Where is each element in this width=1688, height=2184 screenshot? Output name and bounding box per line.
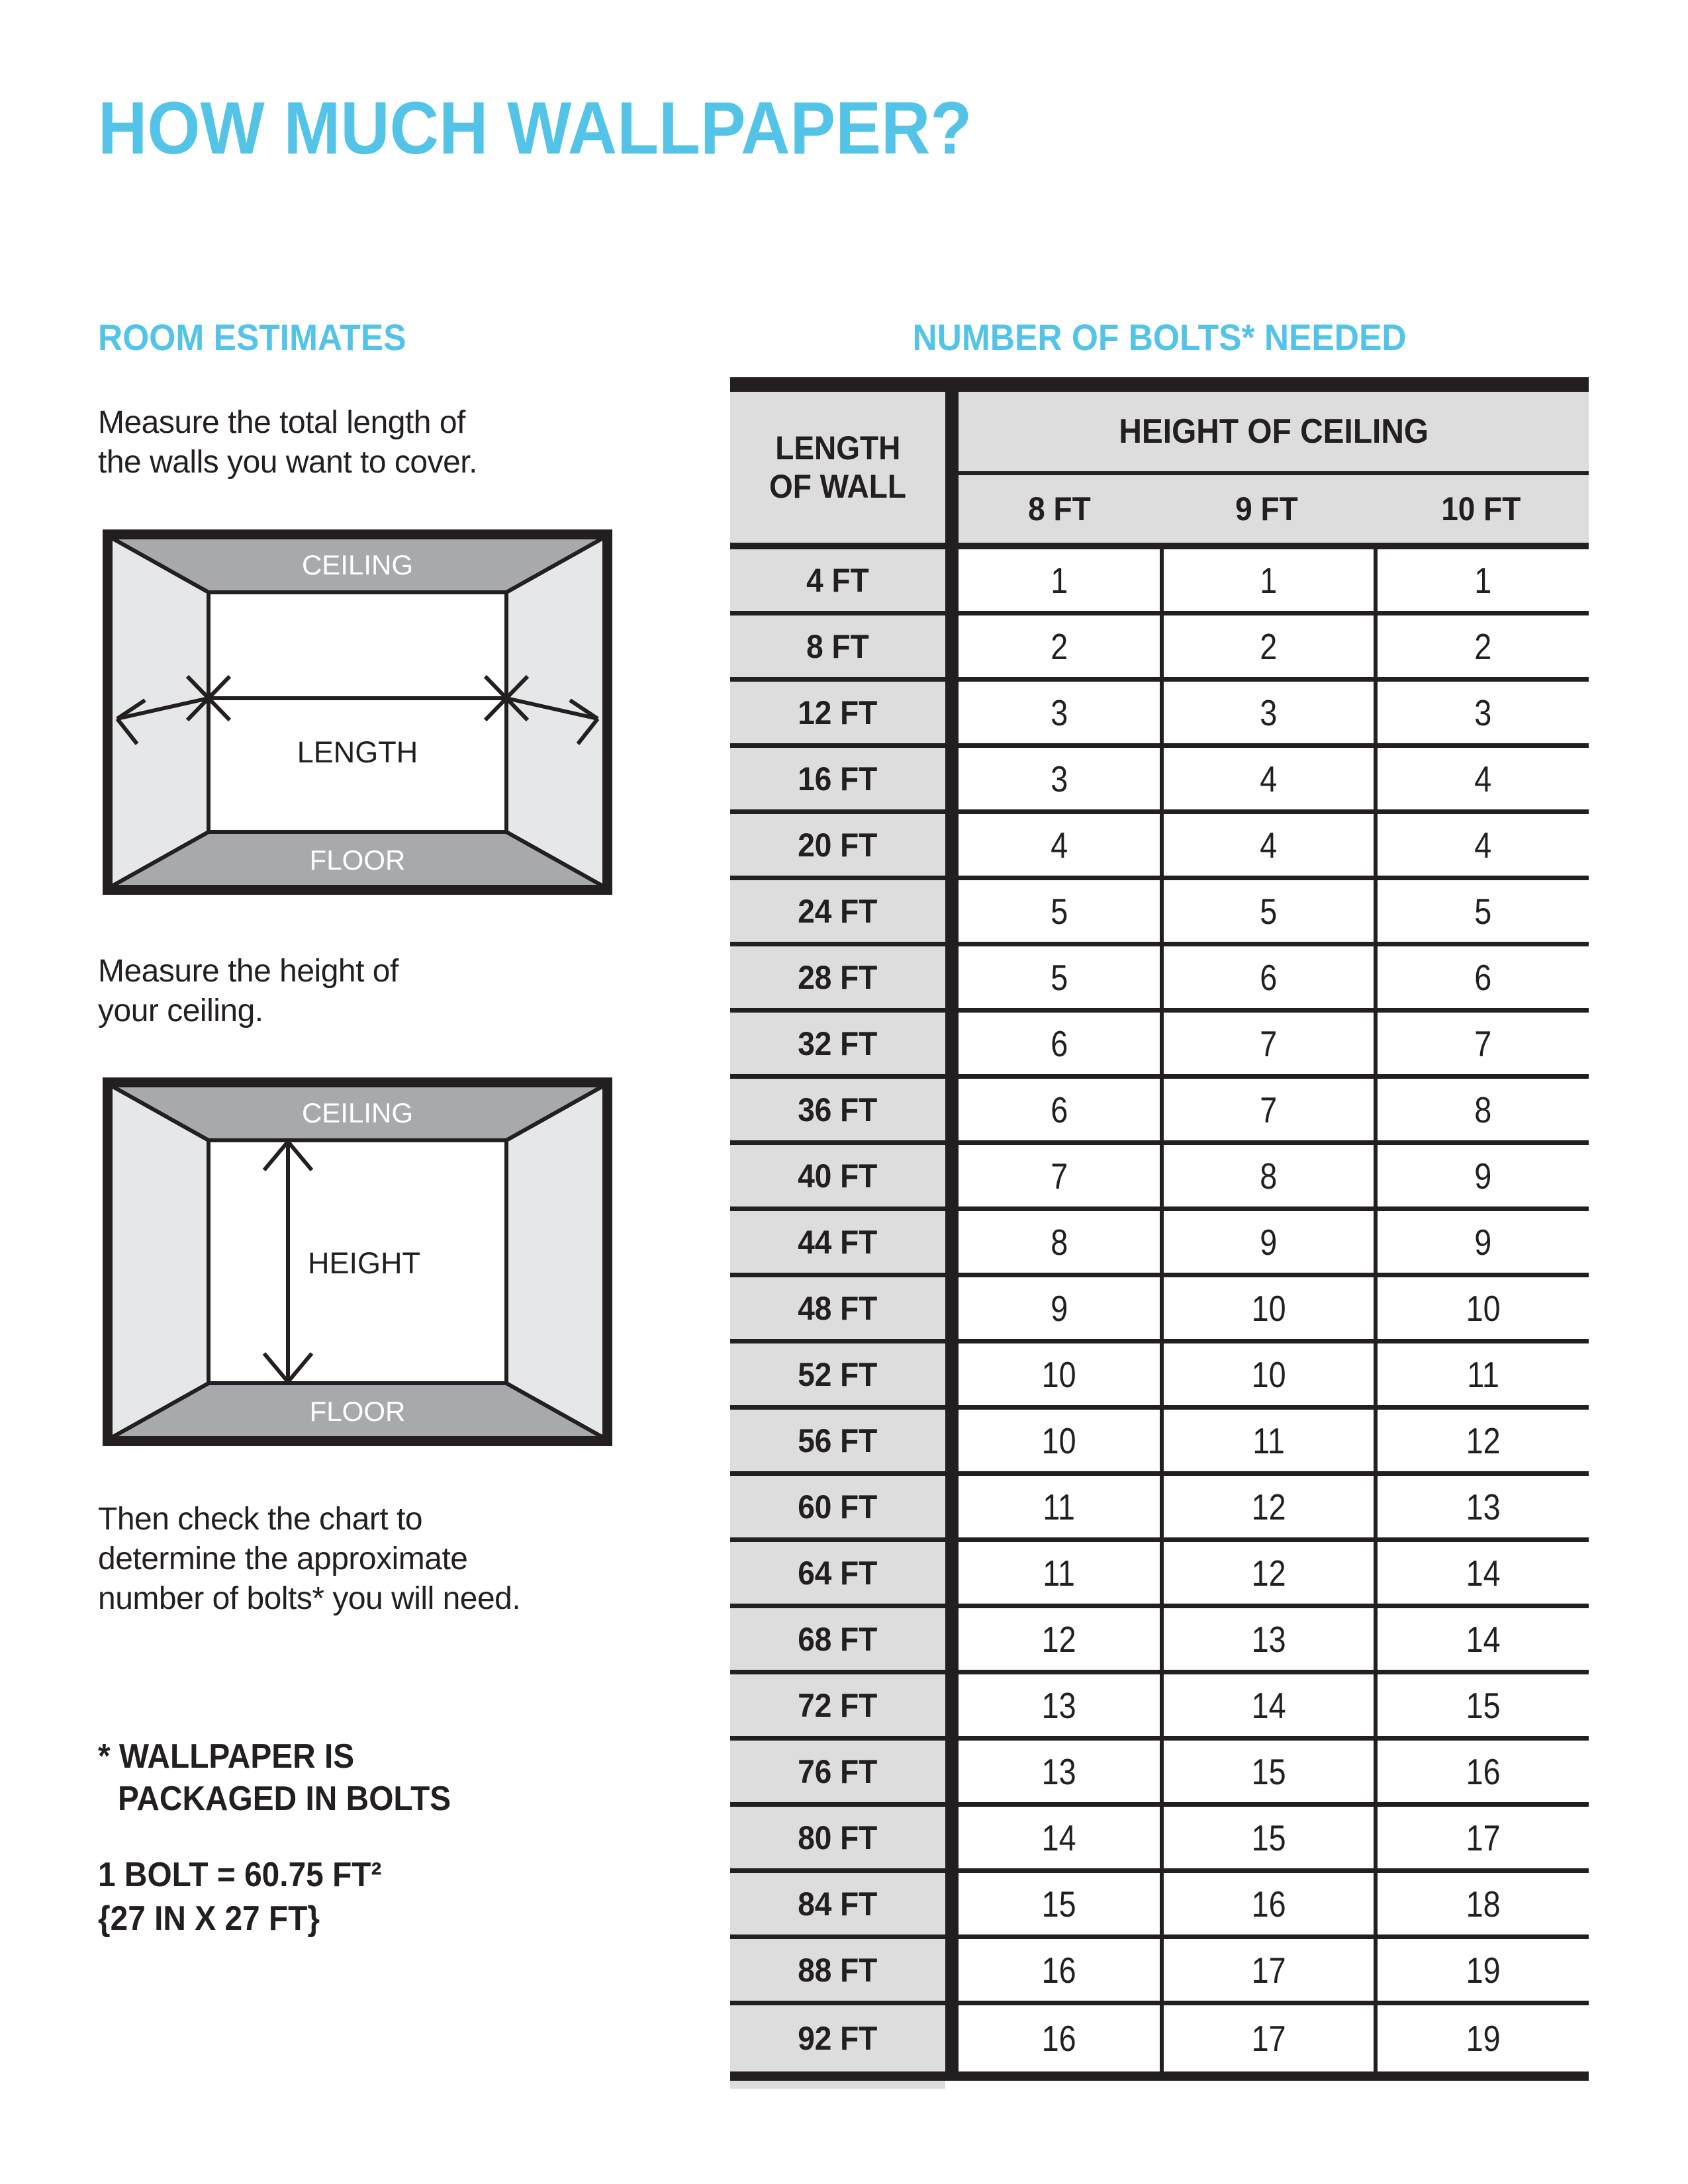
cell-9ft: 10 <box>1164 1343 1374 1405</box>
cell-8ft: 6 <box>959 1079 1160 1140</box>
row-divider <box>945 1013 959 1074</box>
cell-9ft: 2 <box>1164 615 1374 677</box>
cell-10ft: 3 <box>1378 682 1589 743</box>
instruction-check-chart: Then check the chart to determine the approximate number of bolts* you will need. <box>98 1502 521 1616</box>
table-row <box>730 880 1589 946</box>
row-length-label: 20 FT <box>730 814 945 876</box>
cell-8ft: 13 <box>959 1674 1160 1736</box>
row-length-label: 36 FT <box>730 1079 945 1140</box>
cell-8ft: 9 <box>959 1277 1160 1339</box>
table-row <box>730 1013 1589 1079</box>
cell-9ft: 4 <box>1164 814 1374 876</box>
cell-9ft: 4 <box>1164 748 1374 809</box>
cell-8ft: 3 <box>959 748 1160 809</box>
table-row <box>730 2005 1589 2071</box>
table-row <box>730 1277 1589 1343</box>
row-length-label: 56 FT <box>730 1410 945 1471</box>
instruction-measure-length: Measure the total length of the walls you want to cover. <box>98 405 477 480</box>
cell-10ft: 13 <box>1378 1476 1589 1537</box>
cell-9ft: 16 <box>1164 1873 1374 1934</box>
page-title: HOW MUCH WALLPAPER? <box>98 87 972 169</box>
table-row <box>730 748 1589 814</box>
row-divider <box>945 615 959 677</box>
cell-8ft: 16 <box>959 2005 1160 2071</box>
floor-label: FLOOR <box>309 1396 406 1427</box>
table-gray-stub <box>730 2081 945 2089</box>
table-row <box>730 1873 1589 1939</box>
cell-8ft: 13 <box>959 1741 1160 1802</box>
table-row <box>730 1939 1589 2005</box>
table-top-border <box>730 377 1589 392</box>
row-length-label: 28 FT <box>730 946 945 1008</box>
table-row <box>730 1476 1589 1542</box>
cell-9ft: 7 <box>1164 1013 1374 1074</box>
row-divider <box>945 1277 959 1339</box>
row-divider <box>945 1939 959 2001</box>
cell-10ft: 9 <box>1378 1145 1589 1206</box>
cell-9ft: 10 <box>1164 1277 1374 1339</box>
table-row <box>730 682 1589 748</box>
bolt-size-note: 1 BOLT = 60.75 FT² {27 IN X 27 FT} <box>98 1856 382 1938</box>
row-divider <box>945 1343 959 1405</box>
cell-9ft: 14 <box>1164 1674 1374 1736</box>
cell-10ft: 11 <box>1378 1343 1589 1405</box>
cell-10ft: 16 <box>1378 1741 1589 1802</box>
row-length-label: 8 FT <box>730 615 945 677</box>
header-bottom-border <box>730 543 1589 549</box>
cell-8ft: 14 <box>959 1807 1160 1868</box>
cell-9ft: 15 <box>1164 1741 1374 1802</box>
cell-10ft: 2 <box>1378 615 1589 677</box>
cell-9ft: 3 <box>1164 682 1374 743</box>
length-label: LENGTH <box>297 735 418 769</box>
cell-10ft: 4 <box>1378 814 1589 876</box>
cell-8ft: 4 <box>959 814 1160 876</box>
cell-10ft: 10 <box>1378 1277 1589 1339</box>
left-wall <box>111 1085 209 1438</box>
row-length-label: 68 FT <box>730 1608 945 1670</box>
cell-10ft: 5 <box>1378 880 1589 942</box>
row-length-label: 16 FT <box>730 748 945 809</box>
ceiling-height-subheaders <box>959 475 1589 543</box>
cell-9ft: 8 <box>1164 1145 1374 1206</box>
row-length-label: 52 FT <box>730 1343 945 1405</box>
cell-10ft: 19 <box>1378 2005 1589 2071</box>
cell-9ft: 11 <box>1164 1410 1374 1471</box>
cell-8ft: 6 <box>959 1013 1160 1074</box>
cell-8ft: 1 <box>959 549 1160 611</box>
row-divider <box>945 1410 959 1471</box>
row-length-label: 12 FT <box>730 682 945 743</box>
cell-8ft: 11 <box>959 1476 1160 1537</box>
cell-9ft: 1 <box>1164 549 1374 611</box>
height-label: HEIGHT <box>307 1246 421 1280</box>
row-divider <box>945 1211 959 1273</box>
subheader-10ft: 10 FT <box>1441 490 1521 527</box>
cell-8ft: 5 <box>959 880 1160 942</box>
cell-10ft: 19 <box>1378 1939 1589 2001</box>
cell-8ft: 15 <box>959 1873 1160 1934</box>
cell-10ft: 7 <box>1378 1013 1589 1074</box>
cell-8ft: 12 <box>959 1608 1160 1670</box>
cell-10ft: 15 <box>1378 1674 1589 1736</box>
cell-8ft: 11 <box>959 1542 1160 1604</box>
cell-8ft: 7 <box>959 1145 1160 1206</box>
table-row <box>730 946 1589 1013</box>
cell-10ft: 18 <box>1378 1873 1589 1934</box>
cell-9ft: 17 <box>1164 1939 1374 2001</box>
row-divider <box>945 1542 959 1604</box>
cell-10ft: 9 <box>1378 1211 1589 1273</box>
cell-10ft: 17 <box>1378 1807 1589 1868</box>
row-divider <box>945 1741 959 1802</box>
row-length-label: 48 FT <box>730 1277 945 1339</box>
row-divider <box>945 880 959 942</box>
height-of-ceiling-header: HEIGHT OF CEILING <box>1119 412 1429 451</box>
ceiling-label: CEILING <box>301 1097 414 1128</box>
cell-8ft: 10 <box>959 1410 1160 1471</box>
row-divider <box>945 814 959 876</box>
table-row <box>730 1674 1589 1741</box>
table-row <box>730 615 1589 682</box>
room-length-diagram <box>103 529 612 895</box>
subheader-8ft: 8 FT <box>1027 490 1091 527</box>
cell-10ft: 6 <box>1378 946 1589 1008</box>
row-length-label: 44 FT <box>730 1211 945 1273</box>
table-row <box>730 1410 1589 1476</box>
ceiling-label: CEILING <box>301 549 414 580</box>
row-divider <box>945 1145 959 1206</box>
right-wall <box>506 1085 604 1438</box>
table-row <box>730 1608 1589 1674</box>
cell-9ft: 5 <box>1164 880 1374 942</box>
row-divider <box>945 748 959 809</box>
cell-8ft: 16 <box>959 1939 1160 2001</box>
row-length-label: 64 FT <box>730 1542 945 1604</box>
cell-9ft: 15 <box>1164 1807 1374 1868</box>
floor-label: FLOOR <box>309 844 406 876</box>
row-divider <box>945 946 959 1008</box>
cell-9ft: 13 <box>1164 1608 1374 1670</box>
row-length-label: 88 FT <box>730 1939 945 2001</box>
cell-8ft: 8 <box>959 1211 1160 1273</box>
row-divider <box>945 1476 959 1537</box>
cell-9ft: 12 <box>1164 1476 1374 1537</box>
row-divider <box>945 1608 959 1670</box>
row-length-label: 60 FT <box>730 1476 945 1537</box>
cell-9ft: 17 <box>1164 2005 1374 2071</box>
cell-10ft: 8 <box>1378 1079 1589 1140</box>
cell-8ft: 5 <box>959 946 1160 1008</box>
row-divider <box>945 549 959 611</box>
cell-9ft: 6 <box>1164 946 1374 1008</box>
table-body <box>730 549 1589 2071</box>
row-length-label: 72 FT <box>730 1674 945 1736</box>
table-row <box>730 1542 1589 1608</box>
row-length-label: 32 FT <box>730 1013 945 1074</box>
subheader-9ft: 9 FT <box>1235 490 1298 527</box>
row-length-label: 4 FT <box>730 549 945 611</box>
cell-10ft: 14 <box>1378 1608 1589 1670</box>
table-row <box>730 1145 1589 1211</box>
cell-9ft: 12 <box>1164 1542 1374 1604</box>
bolts-table <box>730 377 1589 2089</box>
cell-9ft: 7 <box>1164 1079 1374 1140</box>
instruction-measure-height: Measure the height of your ceiling. <box>98 954 399 1028</box>
table-row <box>730 814 1589 880</box>
cell-10ft: 12 <box>1378 1410 1589 1471</box>
bolts-footnote: * WALLPAPER IS PACKAGED IN BOLTS <box>98 1737 451 1818</box>
length-of-wall-header: LENGTH OF WALL <box>769 430 906 505</box>
row-length-label: 80 FT <box>730 1807 945 1868</box>
row-divider <box>945 682 959 743</box>
table-row <box>730 1807 1589 1873</box>
row-length-label: 84 FT <box>730 1873 945 1934</box>
row-length-label: 24 FT <box>730 880 945 942</box>
row-divider <box>945 1873 959 1934</box>
row-divider <box>945 2005 959 2071</box>
table-row <box>730 1079 1589 1145</box>
table-row <box>730 549 1589 615</box>
back-wall <box>209 592 506 832</box>
cell-8ft: 2 <box>959 615 1160 677</box>
row-length-label: 76 FT <box>730 1741 945 1802</box>
cell-9ft: 9 <box>1164 1211 1374 1273</box>
table-bottom-border <box>730 2071 1589 2081</box>
room-estimates-heading: ROOM ESTIMATES <box>98 316 406 358</box>
table-row <box>730 1741 1589 1807</box>
cell-8ft: 3 <box>959 682 1160 743</box>
cell-10ft: 14 <box>1378 1542 1589 1604</box>
row-length-label: 92 FT <box>730 2005 945 2071</box>
cell-10ft: 1 <box>1378 549 1589 611</box>
cell-8ft: 10 <box>959 1343 1160 1405</box>
row-divider <box>945 1807 959 1868</box>
table-row <box>730 1211 1589 1277</box>
ceiling-height-diagram <box>103 1077 612 1446</box>
row-divider <box>945 1079 959 1140</box>
row-length-label: 40 FT <box>730 1145 945 1206</box>
table-row <box>730 1343 1589 1410</box>
row-divider <box>945 1674 959 1736</box>
cell-10ft: 4 <box>1378 748 1589 809</box>
bolts-needed-heading: NUMBER OF BOLTS* NEEDED <box>912 316 1407 358</box>
